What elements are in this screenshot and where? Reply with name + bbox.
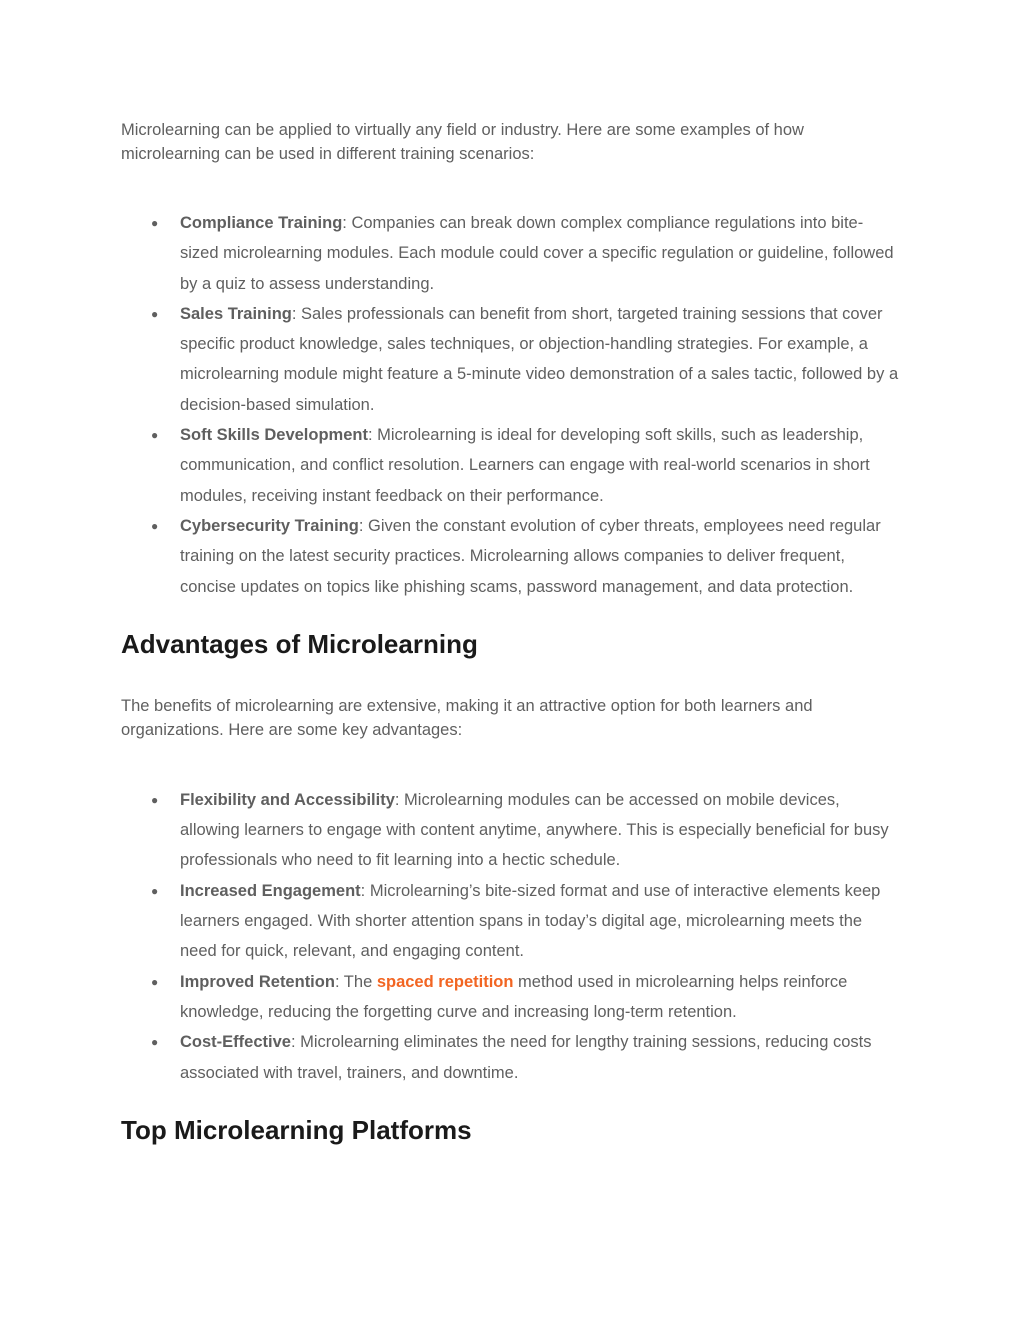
item-text: method used in microlearning helps reinforce knowledge, reducing the forgetting curve and increasing long-term retention.: [180, 972, 848, 1021]
list-item: [121, 1027, 901, 1088]
item-term: Compliance Training: [180, 214, 343, 232]
item-text: : Given the constant evolution of cyber threats, employees need regular training on the latest security practices. Microlearning allows companies to deliver frequent, concise updates on topics like phishing scams, password management, and data protection.: [180, 516, 881, 596]
bullet-icon: ●: [151, 792, 159, 807]
advantages-list: [121, 785, 901, 1088]
item-text: : Microlearning is ideal for developing soft skills, such as leadership, communication, and conflict resolution. Learners can engage with real-world scenarios in short modules, receiving instant feedback on their performance.: [180, 426, 870, 505]
item-term: Increased Engagement: [180, 881, 361, 900]
bullet-icon: ●: [151, 306, 159, 321]
item-text: : Sales professionals can benefit from short, targeted training sessions that cover specific product knowledge, sales techniques, or objection-handling strategies. For example, a microlearning module might feature a 5-minute video demonstration of a sales tactic, followed by a decision-based simulation.: [180, 304, 899, 414]
examples-list: [121, 208, 901, 602]
item-text: : The: [334, 972, 377, 991]
list-item: [121, 511, 901, 602]
bullet-icon: ●: [151, 518, 159, 533]
advantages-heading: Advantages of Microlearning: [121, 628, 478, 659]
advantages-intro-paragraph: The benefits of microlearning are extensive, making it an attractive option for both learners and organizations. Here are some key advantages:: [121, 696, 813, 739]
list-item: [121, 420, 901, 511]
item-text: : Microlearning modules can be accessed on mobile devices, allowing learners to engage with content anytime, anywhere. This is especially beneficial for busy professionals who need to fit learning into a hectic schedule.: [180, 790, 889, 870]
item-term: Cost-Effective: [180, 1033, 291, 1052]
spaced-repetition-link[interactable]: spaced repetition: [376, 972, 514, 991]
list-item: [121, 967, 901, 1028]
list-item: [121, 299, 901, 420]
item-term: Sales Training: [180, 304, 292, 323]
bullet-icon: ●: [151, 216, 159, 230]
item-term: Cybersecurity Training: [180, 516, 359, 535]
list-item: [121, 785, 901, 876]
intro-paragraph: Microlearning can be applied to virtually any field or industry. Here are some examples of how microlearning can be used in different training scenarios:: [121, 121, 804, 163]
item-term: Flexibility and Accessibility: [180, 790, 395, 809]
bullet-icon: ●: [151, 974, 159, 989]
platforms-heading: Top Microlearning Platforms: [121, 1114, 472, 1145]
item-term: Soft Skills Development: [180, 426, 368, 445]
item-term: Improved Retention: [180, 972, 335, 991]
list-item: [121, 876, 901, 967]
document-page: [121, 118, 901, 1146]
item-text: : Microlearning eliminates the need for lengthy training sessions, reducing costs associated with travel, trainers, and downtime.: [180, 1033, 872, 1082]
bullet-icon: ●: [151, 883, 159, 898]
item-text: : Microlearning’s bite-sized format and use of interactive elements keep learners engaged. With shorter attention spans in today’s digital age, microlearning meets the need for quick, relevant, and engaging content.: [180, 881, 881, 961]
bullet-icon: ●: [151, 428, 159, 443]
item-text: : Companies can break down complex compliance regulations into bite-sized microlearning modules. Each module could cover a specific regulation or guideline, followed by a quiz to assess understanding.: [180, 214, 894, 293]
bullet-icon: ●: [151, 1035, 159, 1050]
list-item: [121, 208, 901, 299]
